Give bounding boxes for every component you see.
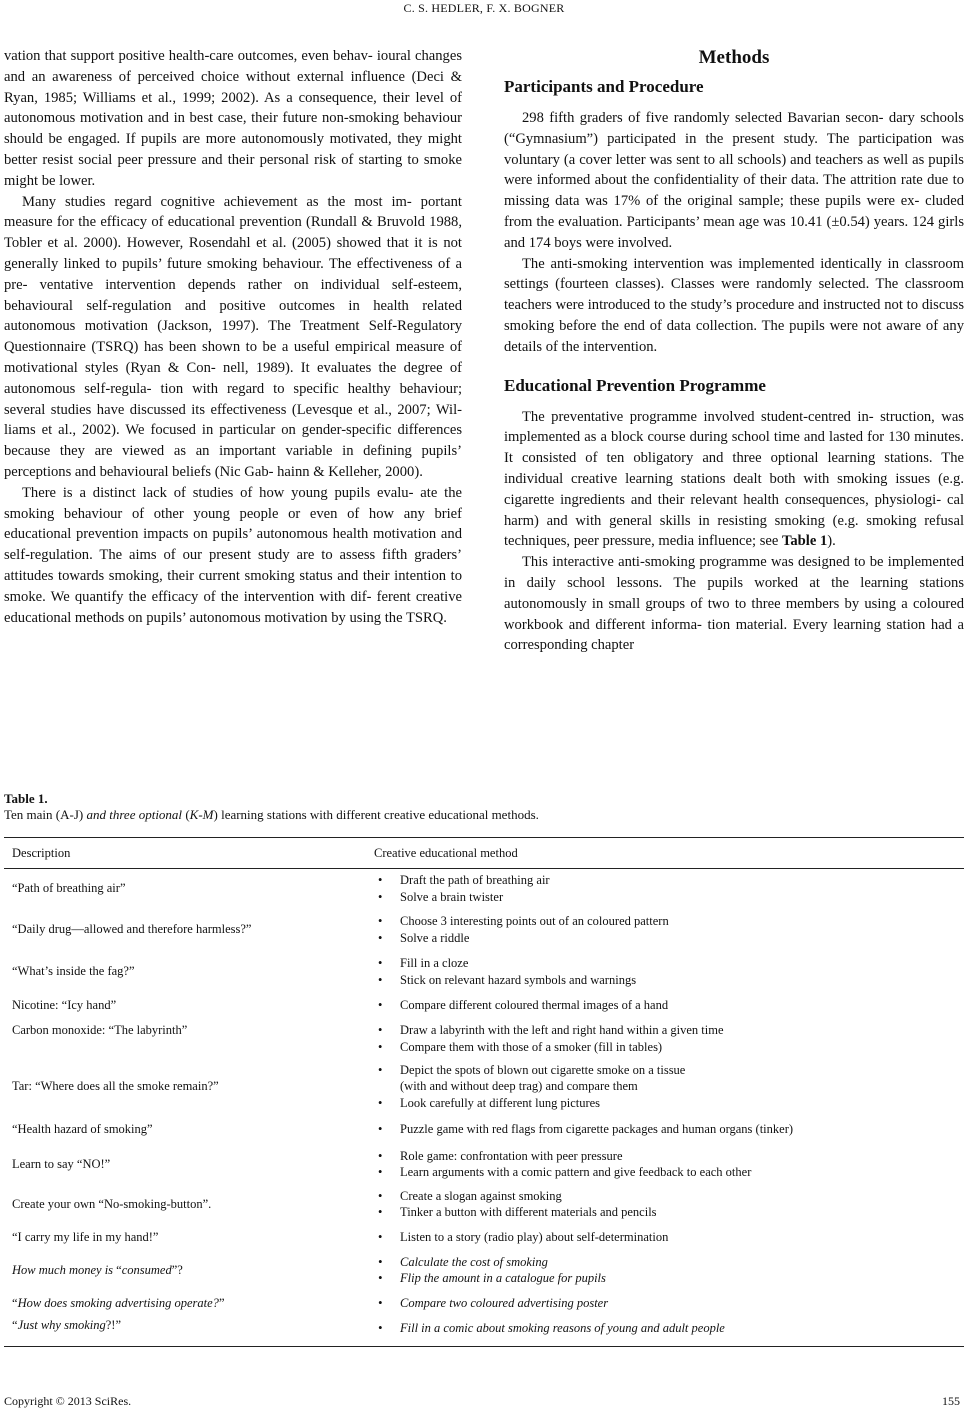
- row-description: [4, 1290, 366, 1316]
- method-item: • Solve a brain twister: [374, 889, 956, 906]
- method-item: • Look carefully at different lung pictures: [374, 1095, 956, 1112]
- row-description-part: consumed: [121, 1262, 172, 1277]
- method-item: • Compare different coloured thermal images of a hand: [374, 997, 956, 1014]
- table-row: [4, 1224, 964, 1250]
- column-header-method: Creative educational method: [366, 838, 964, 869]
- method-item: • Learn arguments with a comic pattern and give feedback to each other: [374, 1164, 956, 1181]
- left-column: [4, 46, 462, 628]
- right-column: [504, 40, 964, 656]
- row-description-part: ?!”: [105, 1318, 122, 1332]
- table-row: [4, 1114, 964, 1144]
- column-header-description: Description: [4, 838, 366, 869]
- method-item-continuation: (with and without deep trag) and compare them: [400, 1079, 638, 1093]
- row-description-part: Just why smoking: [17, 1318, 106, 1332]
- table-row: [4, 869, 964, 909]
- row-methods: [366, 951, 964, 993]
- row-methods: [366, 1019, 964, 1059]
- stations-table: [4, 837, 964, 1347]
- row-description: Carbon monoxide: “The labyrinth”: [12, 1022, 188, 1037]
- table-row: [4, 951, 964, 993]
- row-description-part: How much money is: [12, 1262, 117, 1277]
- method-item: • Calculate the cost of smoking: [374, 1254, 956, 1271]
- left-paragraph-3: There is a distinct lack of studies of how young pupils evalu- ate the smoking behaviour of other young people or even of how any brief educational prevention impacts on pupils’ autonomous health motivation and self-regulation. The aims of our present study are to assess fifth graders’ attitudes towards smoking, their current smoking status and their intention to smoke. We quantify the efficacy of the intervention with dif- ferent creative educational methods on pupils’ autonomous motivation by using the TSRQ.: [4, 484, 462, 626]
- method-item: • Draft the path of breathing air: [374, 872, 956, 889]
- page-number: 155: [942, 1394, 960, 1408]
- method-item: • Listen to a story (radio play) about self-determination: [374, 1229, 956, 1246]
- row-description: Tar: “Where does all the smoke remain?”: [12, 1078, 219, 1093]
- subheading-prevention-programme: Educational Prevention Programme: [504, 375, 766, 395]
- method-item: • Create a slogan against smoking: [374, 1188, 956, 1205]
- row-description: [4, 1316, 366, 1346]
- row-description: “Daily drug—allowed and therefore harmless?”: [12, 922, 252, 936]
- row-description: Nicotine: “Icy hand”: [12, 998, 117, 1012]
- row-methods: [366, 1144, 964, 1184]
- table-row: [4, 1144, 964, 1184]
- row-methods: [366, 1184, 964, 1224]
- row-methods: [366, 1250, 964, 1290]
- row-description: “I carry my life in my hand!”: [12, 1229, 159, 1244]
- method-item: • Compare them with those of a smoker (fill in tables): [374, 1039, 956, 1056]
- programme-paragraph-2: This interactive anti-smoking programme was designed to be implemented in daily school lessons. The pupils worked at the learning stations autonomously in small groups of two to three members by using a coloured workbook and different informa- tion material. Every learning station had a corresponding chapter: [504, 554, 964, 654]
- table-row: [4, 1250, 964, 1290]
- row-methods: [366, 993, 964, 1019]
- row-description: Learn to say “NO!”: [12, 1156, 111, 1171]
- table-row: [4, 1184, 964, 1224]
- subheading-participants: Participants and Procedure: [504, 77, 704, 96]
- method-item: • Tinker a button with different materials and pencils: [374, 1204, 956, 1221]
- row-methods: [366, 1316, 964, 1346]
- table-caption-part: ) learning stations with different creative educational methods.: [213, 807, 539, 822]
- method-item: • Compare two coloured advertising poster: [374, 1295, 956, 1312]
- row-methods: [366, 1290, 964, 1316]
- table-row: [4, 1059, 964, 1115]
- row-methods: [366, 1224, 964, 1250]
- participants-paragraph-1: 298 fifth graders of five randomly selected Bavarian secon- dary schools (“Gymnasium”) participated in the present study. The participation was voluntary (a cover letter was sent to all schools) and teachers as well as pupils were informed about the confidentiality of their data. The attrition rate due to missing data was 17% of the original sample; these pupils were ex- cluded from the evaluation. Participants’ mean age was 10.41 (±0.54) years. 124 girls and 174 boys were involved.: [504, 110, 964, 251]
- method-item: • Flip the amount in a catalogue for pupils: [374, 1270, 956, 1287]
- table-caption: [4, 807, 964, 823]
- method-item: • Fill in a comic about smoking reasons of young and adult people: [374, 1320, 956, 1337]
- table-row: [4, 1290, 964, 1316]
- table-row: [4, 909, 964, 951]
- row-description: “Health hazard of smoking”: [12, 1121, 153, 1136]
- method-item: • Stick on relevant hazard symbols and warnings: [374, 972, 956, 989]
- row-description-part: “: [12, 1318, 18, 1332]
- table-1-reference[interactable]: Table 1: [781, 533, 828, 550]
- programme-paragraph-1: [504, 407, 964, 553]
- left-paragraph-2: Many studies regard cognitive achievement as the most im- portant measure for the efficacy of educational prevention (Rundall & Bruvold 1988, Tobler et al. 2000). However, Rosendahl et al. (2005) showed that it is not generally linked to pupils’ future smoking behaviour. The effectiveness of a pre- ventative intervention depends rather on individual self-esteem, behavioural self-regulation and positive outcomes in health related autonomous motivation (Jackson, 1997). The Treatment Self-Regulatory Questionnaire (TSRQ) has been shown to be a useful empirical measure of motivational styles (Ryan & Con- nell, 1989). It evaluates the degree of autonomous self-regula- tion with regard to specific healthy behaviour; several studies have discussed its effectiveness (Levesque et al., 2007; Wil- liams et al., 2002). We focused in particular on gender-specific differences because they are viewed as an important variable in defining pupils’ perceptions and behavioural beliefs (Nic Gab- hainn & Kelleher, 2000).: [4, 193, 462, 480]
- row-description-part: ”: [218, 1295, 225, 1310]
- table-header-row: [4, 838, 964, 869]
- row-description: “Path of breathing air”: [12, 881, 126, 896]
- left-paragraph-1: vation that support positive health-care outcomes, even behav- ioural changes and an awareness of perceived choice without external influence (Deci & Ryan, 1985; Williams et al., 1999; 2002). As a consequence, their level of autonomous motivation and in best case, their future non-smoking behaviour should be engaged. If pupils are more autonomously motivated, they might better resist social peer pressure and their personal risk of starting to smoke might be lower.: [4, 48, 462, 189]
- table-label: Table 1.: [4, 791, 48, 806]
- row-description: “What’s inside the fag?”: [12, 964, 135, 978]
- section-heading-methods: Methods: [698, 47, 770, 68]
- programme-paragraph-1-end: ).: [827, 533, 836, 550]
- row-methods: [366, 1059, 964, 1115]
- running-head: C. S. HEDLER, F. X. BOGNER: [403, 1, 565, 15]
- row-methods: [366, 1114, 964, 1144]
- participants-paragraph-2: The anti-smoking intervention was implemented identically in classroom settings (fourteen classes). Classes were randomly selected. The classroom teachers were introduced to the study’s procedure and instructed not to discuss smoking before the end of data collection. The pupils were not aware of any details of the intervention.: [504, 255, 964, 355]
- row-description: [4, 1250, 366, 1290]
- page-footer: [4, 1393, 964, 1409]
- row-methods: [366, 869, 964, 909]
- method-item: • Choose 3 interesting points out of an coloured pattern: [374, 913, 956, 930]
- method-item: • Role game: confrontation with peer pressure: [374, 1148, 956, 1165]
- row-methods: [366, 909, 964, 951]
- row-description: Create your own “No-smoking-button”.: [12, 1196, 212, 1211]
- table-row: [4, 993, 964, 1019]
- table-caption-part: K-M: [189, 807, 214, 822]
- row-description-part: “: [116, 1262, 122, 1277]
- table-caption-part: (: [182, 807, 190, 822]
- copyright: Copyright © 2013 SciRes.: [4, 1394, 132, 1408]
- table-row: [4, 1316, 964, 1346]
- table-caption-part: and three optional: [86, 807, 183, 822]
- method-item: • Draw a labyrinth with the left and right hand within a given time: [374, 1022, 956, 1039]
- method-item: • Fill in a cloze: [374, 955, 956, 972]
- table-1: [4, 790, 964, 1347]
- method-item: • Puzzle game with red flags from cigarette packages and human organs (tinker): [374, 1121, 956, 1138]
- row-description-part: “: [12, 1295, 18, 1310]
- row-description-part: How does smoking advertising operate?: [17, 1295, 219, 1310]
- table-row: [4, 1019, 964, 1059]
- row-description-part: ”?: [171, 1262, 183, 1277]
- programme-paragraph-1-text: The preventative programme involved student-centred in- struction, was implemented as a block course during school time and lasted for 130 minutes. It consisted of ten obligatory and three optional learning stations. The individual creative learning stations dealt both with smoking issues (e.g. cigarette ingredients and their relevant health consequences, physiologi- cal harm) and with general skills in resisting smoking (e.g. smoking refusal techniques, peer pressure, media influence; see: [504, 408, 964, 550]
- method-item: • Solve a riddle: [374, 930, 956, 947]
- table-caption-part: Ten main (A-J): [4, 807, 87, 822]
- method-item: • Depict the spots of blown out cigarette smoke on a tissue: [374, 1062, 956, 1079]
